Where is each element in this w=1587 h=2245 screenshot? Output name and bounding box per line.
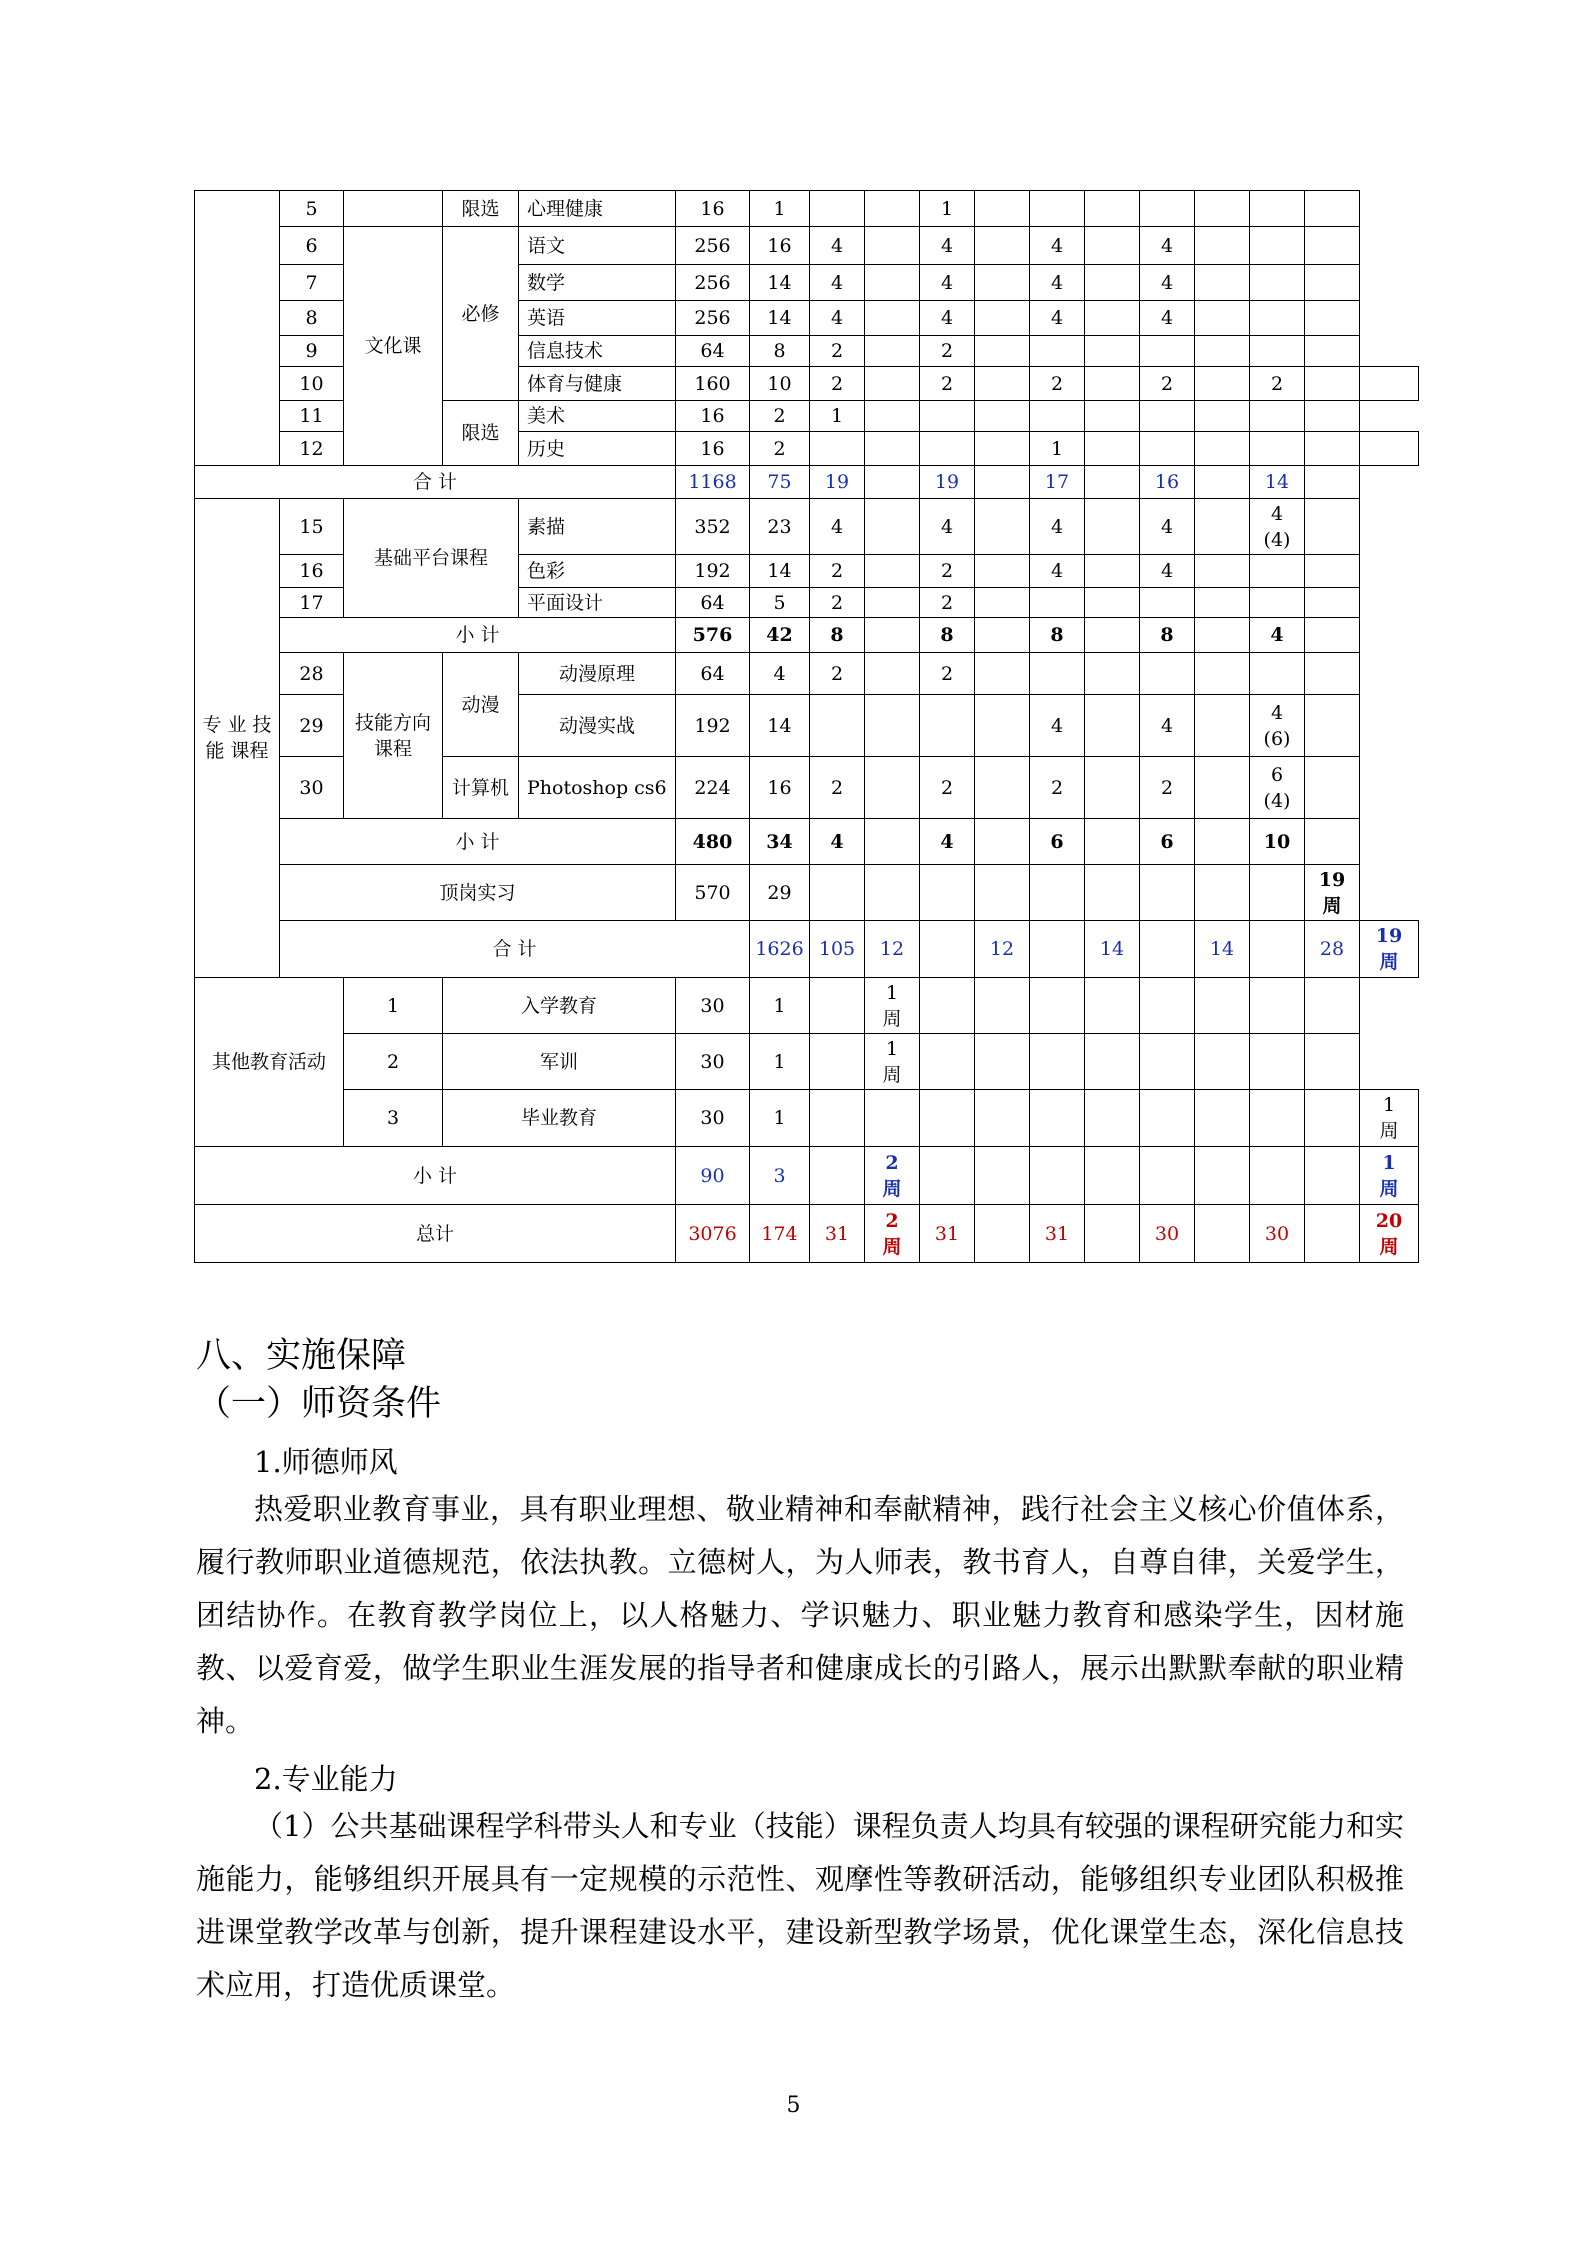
subtotal-row: 小 计 90 3 2 周 1 周 [195,1147,1419,1205]
table-row: 10 体育与健康 160 10 2 2 2 2 2 [195,367,1419,401]
table-row: 2 军训 30 1 1 周 [195,1034,1419,1090]
table-row: 6 文化课 必修 语文 256 16 4 4 4 4 [195,227,1419,265]
table-row: 顶岗实习 570 29 19 周 [195,865,1419,921]
grand-total-row: 总计 3076 174 31 2 周 31 31 30 30 20 周 [195,1205,1419,1263]
table-row: 5 限选 心理健康 16 1 1 [195,191,1419,227]
course-plan-table [194,190,1419,1263]
table-row: 9 信息技术 64 8 2 2 [195,336,1419,367]
item-title: 1.师德师风 [254,1445,398,1479]
table-row: 7 数学 256 14 4 4 4 4 [195,265,1419,301]
item-title: 2.专业能力 [254,1762,398,1796]
table-row: 29 动漫实战 192 14 4 4 4 (6) [195,695,1419,757]
table-row: 30 计算机 Photoshop cs6 224 16 2 2 2 2 6 (4) [195,757,1419,819]
subtotal-row: 合 计 1626 105 12 12 14 14 28 19 周 [195,921,1419,978]
table-row: 17 平面设计 64 5 2 2 [195,588,1419,618]
subtotal-row: 合 计 1168 75 19 19 17 16 14 [195,466,1419,499]
section-heading: 八、实施保障 [196,1336,407,1376]
subsection-heading: （一）师资条件 [196,1384,442,1424]
page-number: 5 [786,2093,801,2118]
table-row: 其他教育活动 1 入学教育 30 1 1 周 [195,978,1419,1034]
subtotal-row: 小 计 480 34 4 4 6 6 10 [195,819,1419,865]
paragraph: （1）公共基础课程学科带头人和专业（技能）课程负责人均具有较强的课程研究能力和实施能力，能够组织开展具有一定规模的示范性、观摩性等教研活动，能够组织专业团队积极推进课堂教学改革与创新，提升课程建设水平，建设新型教学场景，优化课堂生态，深化信息技术应用，打造优质课堂。 [196,1809,1404,2002]
paragraph: 热爱职业教育事业，具有职业理想、敬业精神和奉献精神，践行社会主义核心价值体系，履行教师职业道德规范，依法执教。立德树人，为人师表，教书育人，自尊自律，关爱学生，团结协作。在教育教学岗位上，以人格魅力、学识魅力、职业魅力教育和感染学生，因材施教、以爱育爱，做学生职业生涯发展的指导者和健康成长的引路人，展示出默默奉献的职业精神。 [196,1492,1404,1738]
subtotal-row: 小 计 576 42 8 8 8 8 4 [195,618,1419,653]
table-row: 12 历史 16 2 1 [195,432,1419,466]
table-row: 8 英语 256 14 4 4 4 4 [195,301,1419,336]
table-row: 11 限选 美术 16 2 1 [195,401,1419,432]
table-row: 3 毕业教育 30 1 1 周 [195,1090,1419,1147]
table-row: 28 技能方向课程 动漫 动漫原理 64 4 2 2 [195,653,1419,695]
table-row: 专 业 技 能 课程 15 基础平台课程 素描 352 23 4 4 4 4 4 (4) [195,499,1419,555]
table-row: 16 色彩 192 14 2 2 4 4 [195,555,1419,588]
